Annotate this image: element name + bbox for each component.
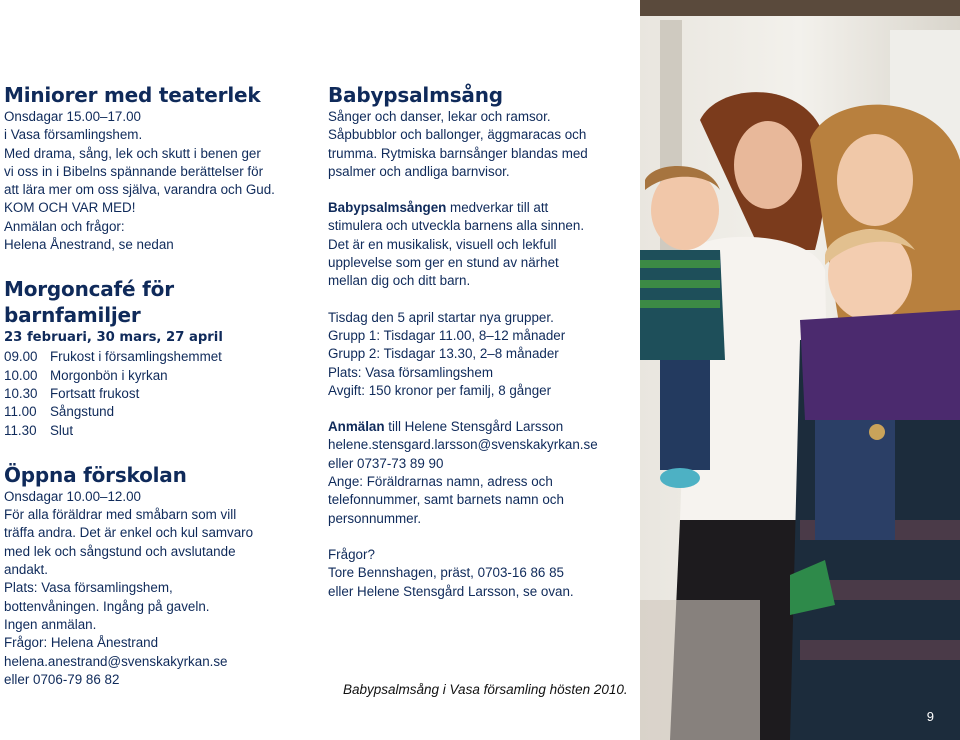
bold-term: Anmälan: [328, 419, 385, 435]
text-line: Onsdagar 15.00–17.00: [4, 109, 141, 124]
text-line: i Vasa församlingshem.: [4, 127, 143, 143]
text-line: eller Helene Stensgård Larsson, se ovan.: [328, 583, 574, 599]
text-span: medverkar till att: [446, 200, 549, 216]
text-line: Frågor?: [328, 546, 375, 562]
text-line: stimulera och utveckla barnens alla sinnen.: [328, 218, 585, 234]
schedule-row: [4, 348, 304, 366]
text-line: Sånger och danser, lekar och ramsor.: [328, 109, 551, 124]
schedule-time: 10.30: [4, 385, 38, 401]
photo-mothers-with-babies: [640, 0, 960, 740]
text-line: upplevelse som ger en stund av närhet: [328, 255, 559, 271]
text-line: trumma. Rytmiska barnsånger blandas med: [328, 145, 588, 161]
text-line: Tore Bennshagen, präst, 0703-16 86 85: [328, 565, 564, 581]
schedule-time: 09.00: [4, 349, 38, 365]
text-line: Plats: Vasa församlingshem,: [4, 580, 173, 596]
text-line: Frågor: Helena Ånestrand: [4, 635, 159, 651]
bold-term: Babypsalmsången: [328, 200, 447, 216]
text-line: eller 0706-79 86 82: [4, 671, 120, 687]
schedule-row: [4, 367, 304, 385]
text-line: telefonnummer, samt barnets namn och: [328, 492, 564, 508]
email-link[interactable]: helena.anestrand@svenskakyrkan.se: [4, 653, 228, 669]
section-title-oppna-forskolan: Öppna förskolan: [4, 462, 187, 487]
section-title-miniorer: Miniorer med teaterlek: [4, 83, 261, 107]
text-line: psalmer och andliga barnvisor.: [328, 163, 510, 179]
text-line: Med drama, sång, lek och skutt i benen ger: [4, 145, 261, 161]
text-line: Ange: Föräldrarnas namn, adress och: [328, 474, 553, 490]
middle-column: [328, 82, 628, 601]
text-line: mellan dig och ditt barn.: [328, 273, 471, 289]
text-line: Helena Ånestrand, se nedan: [4, 237, 174, 253]
schedule-text: Sångstund: [50, 404, 115, 420]
text-line: personnummer.: [328, 510, 422, 526]
schedule-row: [4, 385, 304, 403]
text-line: Grupp 2: Tisdagar 13.30, 2–8 månader: [328, 346, 559, 362]
text-line: Ingen anmälan.: [4, 616, 97, 632]
section-title-babypsalmsang: Babypsalmsång: [328, 83, 503, 107]
text-line: Onsdagar 10.00–12.00: [4, 488, 141, 504]
text-line: Anmälan och frågor:: [4, 218, 125, 234]
text-line: Avgift: 150 kronor per familj, 8 gånger: [328, 382, 552, 398]
text-line: Tisdag den 5 april startar nya grupper.: [328, 309, 554, 325]
schedule-text: Fortsatt frukost: [50, 385, 140, 401]
text-line: eller 0737-73 89 90: [328, 455, 444, 471]
schedule-text: Frukost i församlingshemmet: [50, 349, 222, 365]
dates-line: 23 februari, 30 mars, 27 april: [4, 330, 223, 346]
page-number: 9: [926, 709, 934, 724]
schedule-time: 11.00: [4, 404, 37, 420]
email-link[interactable]: helene.stensgard.larsson@svenskakyrkan.se: [328, 437, 598, 453]
schedule-row: [4, 422, 304, 440]
schedule-text: Morgonbön i kyrkan: [50, 367, 168, 383]
section-title-morgoncafe: Morgoncafé för barnfamiljer: [4, 277, 174, 328]
text-line: [328, 418, 628, 436]
text-line: Plats: Vasa församlingshem: [328, 364, 493, 380]
text-line: KOM OCH VAR MED!: [4, 200, 136, 216]
text-line: För alla föräldrar med småbarn som vill: [4, 507, 237, 523]
schedule-row: [4, 403, 304, 421]
photo-caption: Babypsalmsång i Vasa församling hösten 2010.: [343, 682, 628, 697]
schedule-time: 11.30: [4, 422, 37, 438]
schedule-text: Slut: [50, 422, 74, 438]
text-line: [328, 199, 628, 217]
text-line: bottenvåningen. Ingång på gaveln.: [4, 598, 210, 614]
text-line: att lära mer om oss själva, varandra och Gud.: [4, 182, 275, 198]
photo-illustration: [640, 0, 960, 740]
text-line: Såpbubblor och ballonger, äggmaracas och: [328, 127, 587, 143]
text-line: Det är en musikalisk, visuell och lekfull: [328, 236, 557, 252]
text-span: till Helene Stensgård Larsson: [384, 419, 564, 435]
text-line: med lek och sångstund och avslutande: [4, 543, 236, 559]
text-line: andakt.: [4, 562, 48, 578]
text-line: vi oss in i Bibelns spännande berättelser för: [4, 163, 264, 179]
text-line: träffa andra. Det är enkel och kul samvaro: [4, 525, 254, 541]
schedule-time: 10.00: [4, 367, 38, 383]
text-line: Grupp 1: Tisdagar 11.00, 8–12 månader: [328, 327, 566, 343]
left-column: [4, 82, 304, 689]
